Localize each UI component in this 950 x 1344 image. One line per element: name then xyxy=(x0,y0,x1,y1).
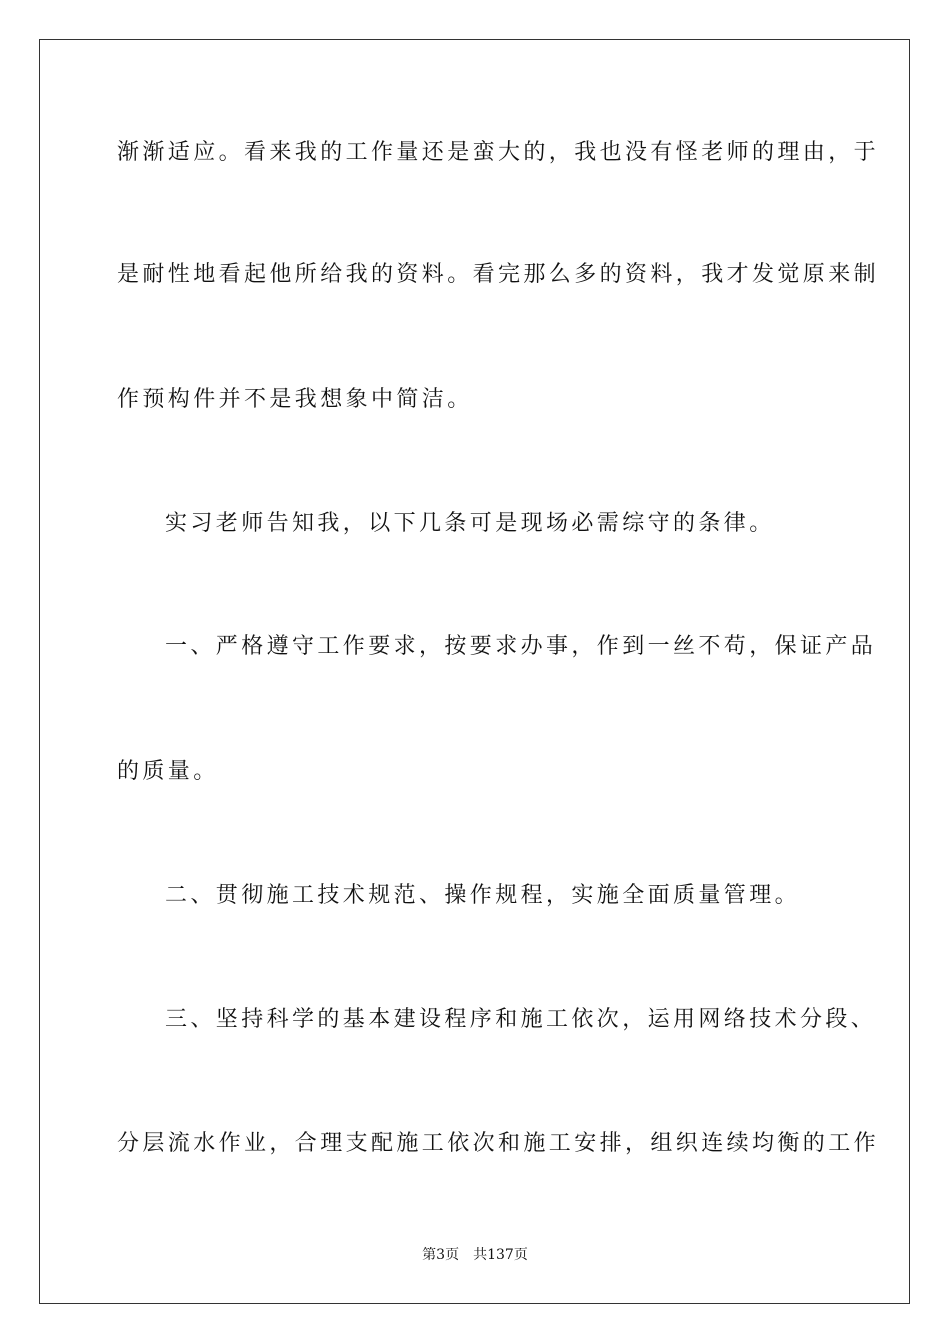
body-text-line: 作预构件并不是我想象中简洁。 xyxy=(117,387,473,412)
page-number: 第3页 xyxy=(422,1247,460,1263)
list-item-line: 三、坚持科学的基本建设程序和施工依次，运用网络技术分段、 xyxy=(165,1007,877,1032)
body-text-line: 渐渐适应。看来我的工作量还是蛮大的，我也没有怪老师的理由，于 xyxy=(117,140,880,165)
paragraph-line: 实习老师告知我，以下几条可是现场必需综守的条律。 xyxy=(165,511,775,536)
list-item-line: 一、严格遵守工作要求，按要求办事，作到一丝不苟，保证产品 xyxy=(165,634,877,659)
page-footer xyxy=(0,1245,950,1265)
list-item-line: 二、贯彻施工技术规范、操作规程，实施全面质量管理。 xyxy=(165,883,801,908)
list-item-continuation: 的质量。 xyxy=(117,759,219,784)
total-pages: 共137页 xyxy=(473,1247,528,1263)
page-border xyxy=(39,39,910,1304)
body-text-line: 是耐性地看起他所给我的资料。看完那么多的资料，我才发觉原来制 xyxy=(117,262,880,287)
list-item-continuation: 分层流水作业，合理支配施工依次和施工安排，组织连续均衡的工作 xyxy=(117,1131,880,1156)
